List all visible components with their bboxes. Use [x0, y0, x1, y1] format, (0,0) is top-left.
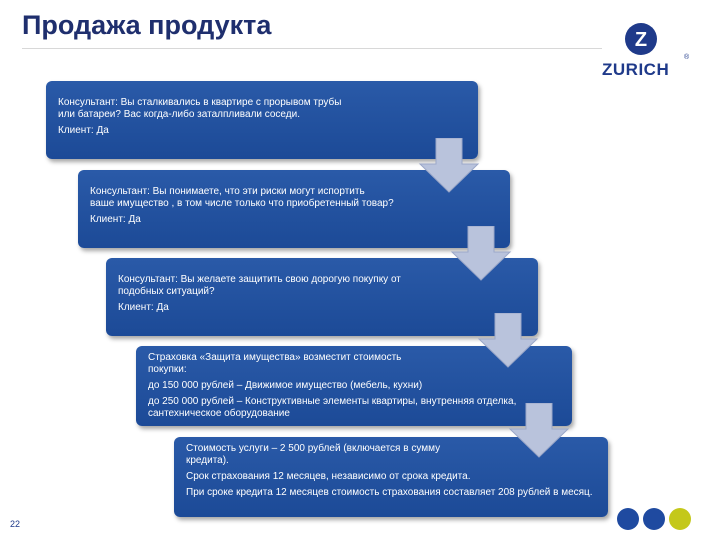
dialog-step-1	[46, 81, 478, 159]
registered-mark: ®	[684, 54, 690, 61]
coverage-item: до 250 000 рублей – Конструктивные элементы квартиры, внутренняя отделка, сантехническое оборудование	[148, 396, 517, 419]
consultant-question	[58, 97, 468, 121]
step-line: подобных ситуаций?	[118, 286, 215, 297]
cost-item: При сроке кредита 12 месяцев стоимость страхования составляет 208 рублей в месяц.	[186, 487, 593, 498]
logo-wordmark: ZURICH	[602, 60, 670, 79]
step-line: Консультант: Вы сталкивались в квартире с прорывом трубы	[58, 97, 342, 108]
page-number: 22	[10, 519, 21, 529]
down-arrow-icon	[418, 138, 480, 194]
step-line: Консультант: Вы желаете защитить свою дорогую покупку от	[118, 274, 401, 285]
down-arrow-icon	[508, 403, 570, 459]
step-line: или батареи? Вас когда-либо заталпливали соседи.	[58, 109, 300, 120]
decorative-dot-blue	[617, 508, 639, 530]
step-line: Страховка «Защита имущества» возместит стоимость	[148, 352, 402, 363]
title-divider	[22, 48, 602, 49]
down-arrow-icon	[477, 313, 539, 369]
svg-text:Z: Z	[634, 29, 648, 51]
client-answer: Клиент: Да	[118, 302, 169, 313]
client-answer: Клиент: Да	[58, 125, 109, 136]
client-answer: Клиент: Да	[90, 214, 141, 225]
step-line: ваше имущество , в том числе только что приобретенный товар?	[90, 198, 394, 209]
decorative-dot-green	[669, 508, 691, 530]
step-line: Стоимость услуги – 2 500 рублей (включается в сумму	[186, 443, 441, 454]
down-arrow-icon	[450, 226, 512, 282]
coverage-item: до 150 000 рублей – Движимое имущество (мебель, кухни)	[148, 380, 423, 391]
slide-title: Продажа продукта	[22, 10, 272, 40]
zurich-z-logo-icon	[624, 22, 658, 56]
decorative-dot-blue	[643, 508, 665, 530]
step-line: Консультант: Вы понимаете, что эти риски могут испортить	[90, 186, 365, 197]
cost-item: Срок страхования 12 месяцев, независимо от срока кредита.	[186, 471, 471, 482]
zurich-logo	[600, 22, 692, 84]
step-line: покупки:	[148, 364, 187, 375]
step-line: кредита).	[186, 455, 229, 466]
